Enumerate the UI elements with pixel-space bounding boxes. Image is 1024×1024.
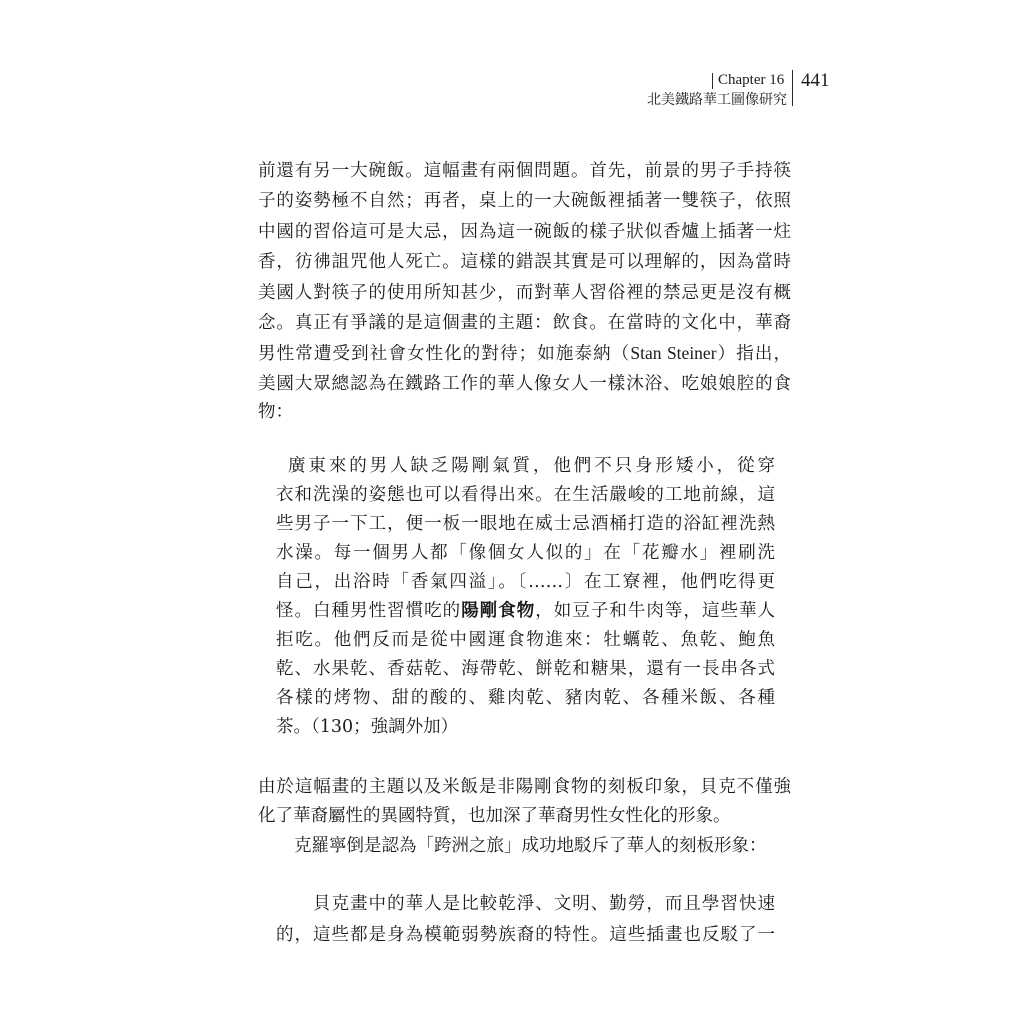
quote-line: 衣和洗澡的姿態也可以看得出來。在生活嚴峻的工地前線，這 [276, 485, 775, 505]
quote-line: 自己，出浴時「香氣四溢」。〔……〕在工寮裡，他們吃得更 [276, 572, 775, 592]
quote-line: 水澡。每一個男人都「像個女人似的」在「花瓣水」裡刷洗 [276, 543, 775, 563]
header-divider-left [712, 73, 713, 89]
paragraph-line: 化了華裔屬性的異國特質，也加深了華裔男性女性化的形象。 [258, 805, 731, 825]
quote-line: 的，這些都是身為模範弱勢族裔的特性。這些插畫也反駁了一 [276, 925, 775, 945]
quote-line: 茶。（130；強調外加） [276, 717, 459, 737]
chapter-label: Chapter 16 [718, 72, 785, 88]
emphasized-term: 陽剛食物 [461, 601, 536, 621]
page-number: 441 [801, 70, 830, 91]
quote-line: 貝克畫中的華人是比較乾淨、文明、勤勞，而且學習快速 [313, 894, 775, 914]
header-divider-right [792, 70, 793, 106]
quote-line: 乾、水果乾、香菇乾、海帶乾、餅乾和糖果，還有一長串各式 [276, 659, 775, 679]
quote-text-segment: 怪。白種男性習慣吃的 [276, 601, 462, 621]
paragraph-line: 物： [258, 401, 293, 421]
paragraph-line: 子的姿勢極不自然；再者，桌上的一大碗飯裡插著一雙筷子，依照 [258, 190, 791, 210]
paragraph-line: 前還有另一大碗飯。這幅畫有兩個問題。首先，前景的男子手持筷 [258, 160, 791, 180]
quote-text-segment: ，如豆子和牛肉等，這些華人 [535, 601, 776, 621]
running-title: 北美鐵路華工圖像研究 [647, 92, 787, 108]
paragraph-line: 念。真正有爭議的是這個畫的主題：飲食。在當時的文化中，華裔 [258, 312, 791, 332]
paragraph-line: 男性常遭受到社會女性化的對待；如施泰納（Stan Steiner）指出， [258, 343, 791, 363]
paragraph-line: 由於這幅畫的主題以及米飯是非陽剛食物的刻板印象，貝克不僅強 [258, 776, 791, 796]
quote-line: 廣東來的男人缺乏陽剛氣質，他們不只身形矮小，從穿 [288, 456, 775, 476]
quote-line: 拒吃。他們反而是從中國運食物進來：牡蠣乾、魚乾、鮑魚 [276, 630, 775, 650]
body-paragraph-3: 克羅寧倒是認為「跨洲之旅」成功地駁斥了華人的刻板形象： [294, 835, 767, 855]
paragraph-line: 香，彷彿詛咒他人死亡。這樣的錯誤其實是可以理解的，因為當時 [258, 251, 791, 271]
quote-line [276, 601, 775, 621]
paragraph-line: 美國大眾總認為在鐵路工作的華人像女人一樣沐浴、吃娘娘腔的食 [258, 373, 791, 393]
quote-line: 些男子一下工，便一板一眼地在威士忌酒桶打造的浴缸裡洗熱 [276, 514, 775, 534]
paragraph-line: 美國人對筷子的使用所知甚少，而對華人習俗裡的禁忌更是沒有概 [258, 282, 791, 302]
quote-line: 各樣的烤物、甜的酸的、雞肉乾、豬肉乾、各種米飯、各種 [276, 688, 775, 708]
paragraph-line: 中國的習俗這可是大忌，因為這一碗飯的樣子狀似香爐上插著一炷 [258, 221, 791, 241]
